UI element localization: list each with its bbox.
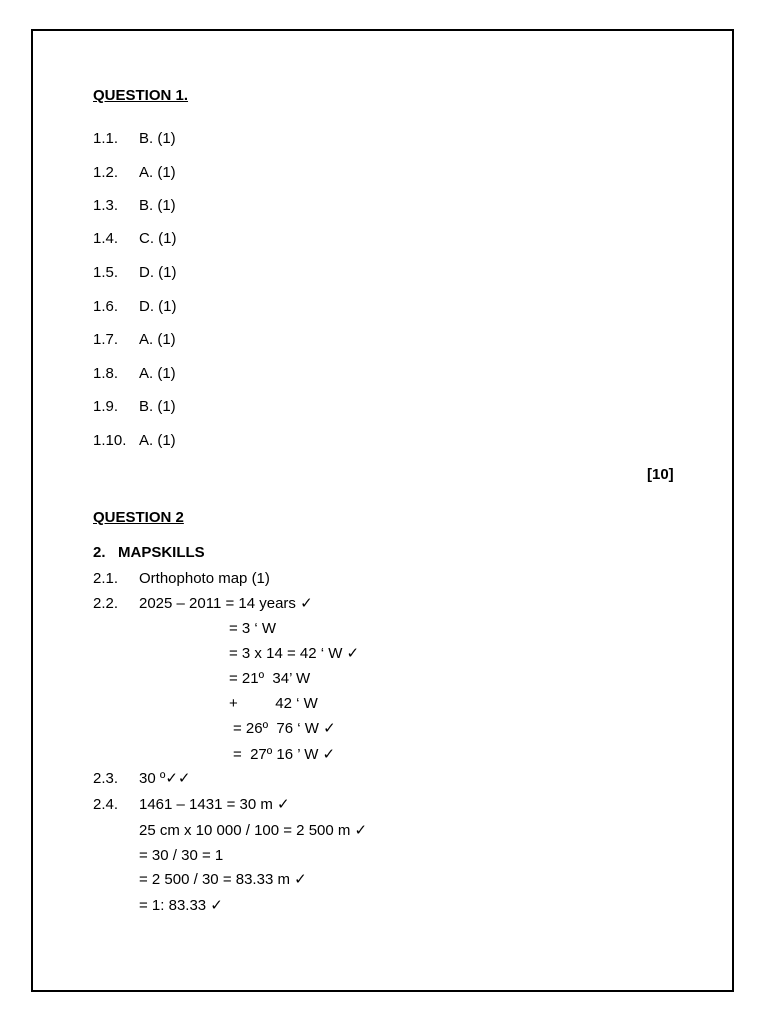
q2-2-line: = 21º 34’ W [229, 670, 311, 687]
q1-item-answer: D. (1) [139, 298, 177, 315]
q2-4-line: = 30 / 30 = 1 [139, 847, 224, 864]
q2-4-line: = 1: 83.33 ✓ [139, 897, 223, 914]
q1-item-number: 1.5. [93, 264, 119, 281]
q1-item-answer: A. (1) [139, 164, 176, 181]
question-1-heading: QUESTION 1. [93, 87, 189, 104]
q1-item-number: 1.6. [93, 298, 119, 315]
q2-2-line: 2025 – 2011 = 14 years ✓ [139, 595, 313, 612]
q1-item-number: 1.10. [93, 432, 127, 449]
q1-item-answer: A. (1) [139, 365, 176, 382]
q2-2-line: = 27º 16 ’ W ✓ [233, 746, 336, 763]
q2-1-number: 2.1. [93, 570, 119, 587]
q2-2-line: + 42 ‘ W [229, 695, 318, 712]
q2-2-line: = 26º 76 ‘ W ✓ [233, 720, 336, 737]
q2-3-number: 2.3. [93, 770, 119, 787]
q2-4-line: = 2 500 / 30 = 83.33 m ✓ [139, 871, 307, 888]
q2-4-number: 2.4. [93, 796, 119, 813]
q2-2-line: = 3 ‘ W [229, 620, 277, 637]
q1-item-answer: A. (1) [139, 331, 176, 348]
question-2-heading: QUESTION 2 [93, 509, 184, 526]
q2-4-line: 1461 – 1431 = 30 m ✓ [139, 796, 290, 813]
q1-item-answer: B. (1) [139, 398, 176, 415]
q1-item-number: 1.3. [93, 197, 119, 214]
q1-item-number: 1.9. [93, 398, 119, 415]
q1-item-number: 1.1. [93, 130, 119, 147]
q1-item-answer: C. (1) [139, 230, 177, 247]
q2-1-answer: Orthophoto map (1) [139, 570, 270, 587]
q2-2-number: 2.2. [93, 595, 119, 612]
q2-3-answer: 30 º✓✓ [139, 770, 191, 787]
q1-item-answer: B. (1) [139, 197, 176, 214]
q2-4-line: 25 cm x 10 000 / 100 = 2 500 m ✓ [139, 822, 368, 839]
q1-total-marks: [10] [647, 466, 674, 483]
q1-item-answer: D. (1) [139, 264, 177, 281]
section-heading-mapskills: 2. MAPSKILLS [93, 544, 205, 561]
q2-2-line: = 3 x 14 = 42 ‘ W ✓ [229, 645, 360, 662]
q1-item-number: 1.4. [93, 230, 119, 247]
q1-item-answer: A. (1) [139, 432, 176, 449]
q1-item-number: 1.2. [93, 164, 119, 181]
q1-item-number: 1.7. [93, 331, 119, 348]
q1-item-answer: B. (1) [139, 130, 176, 147]
q1-item-number: 1.8. [93, 365, 119, 382]
